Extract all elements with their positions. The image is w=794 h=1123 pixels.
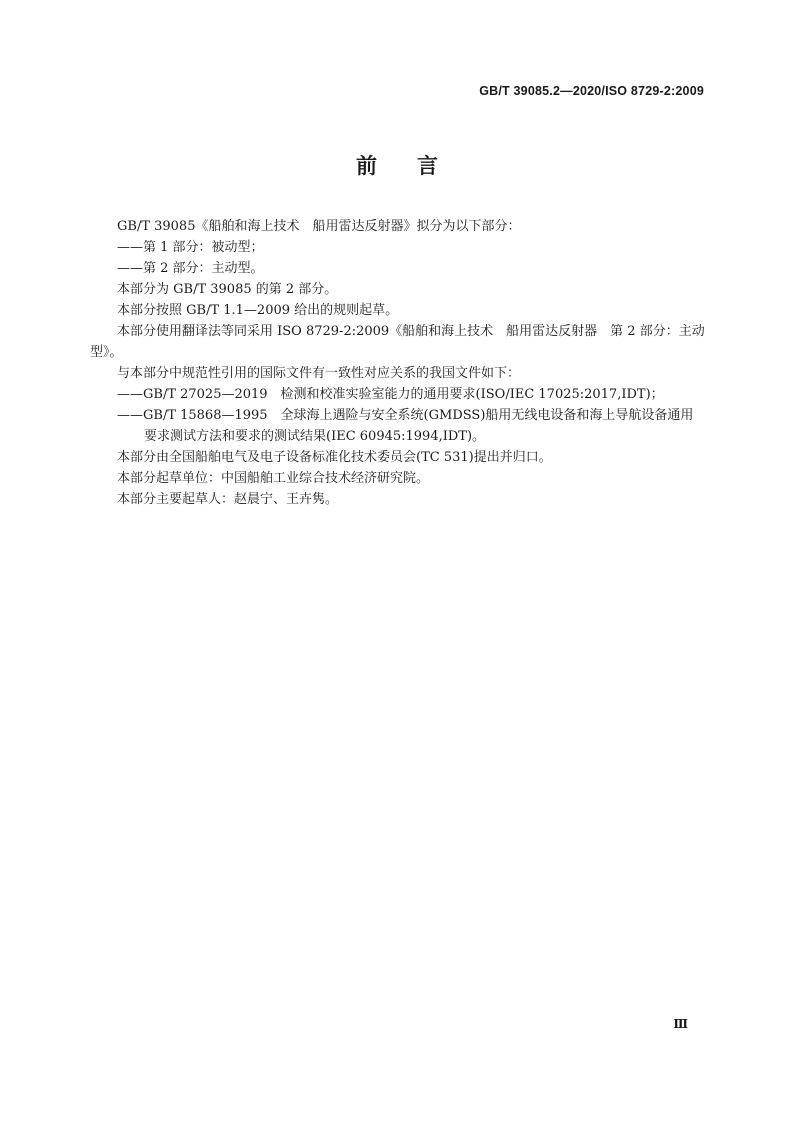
paragraph-drafters: 本部分主要起草人：赵晨宁、王卉隽。 xyxy=(117,492,339,507)
paragraph-proposer: 本部分由全国船舶电气及电子设备标准化技术委员会(TC 531)提出并归口。 xyxy=(117,450,552,465)
paragraph-structure: GB/T 39085《船舶和海上技术 船用雷达反射器》拟分为以下部分： xyxy=(117,219,521,234)
paragraph-references-intro: 与本部分中规范性引用的国际文件有一致性对应关系的我国文件如下： xyxy=(117,366,521,381)
paragraph-drafting-unit: 本部分起草单位：中国船舶工业综合技术经济研究院。 xyxy=(117,471,430,486)
paragraph-adoption: 本部分使用翻译法等同采用 ISO 8729-2:2009《船舶和海上技术 船用雷达反射器 第 2 部分：主动型》。 xyxy=(90,324,705,360)
list-item-reference2: ——GB/T 15868—1995 全球海上遇险与安全系统(GMDSS)船用无线电设备和海上导航设备通用要求测试方法和要求的测试结果(IEC 60945:1994,IDT)。 xyxy=(117,408,694,444)
list-item-part1: ——第 1 部分：被动型； xyxy=(117,240,264,255)
foreword-body xyxy=(90,216,706,510)
paragraph-scope: 本部分为 GB/T 39085 的第 2 部分。 xyxy=(117,282,338,297)
paragraph-drafting-rules: 本部分按照 GB/T 1.1—2009 给出的规则起草。 xyxy=(117,303,399,318)
list-item-part2: ——第 2 部分：主动型。 xyxy=(117,261,264,276)
page-number: Ⅲ xyxy=(673,1017,688,1031)
list-item-reference1: ——GB/T 27025—2019 检测和校准实验室能力的通用要求(ISO/IEC 17025:2017,IDT)； xyxy=(117,387,664,402)
page-title: 前言 xyxy=(356,154,478,178)
standard-code-header: GB/T 39085.2—2020/ISO 8729-2:2009 xyxy=(479,84,704,98)
